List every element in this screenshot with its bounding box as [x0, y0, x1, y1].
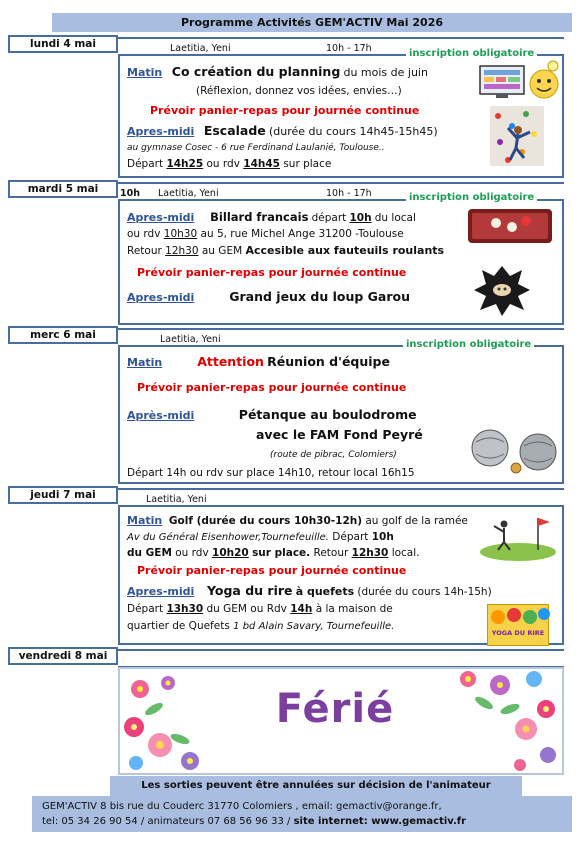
- inscription-badge: inscription obligatoire: [403, 339, 534, 350]
- text: Départ: [127, 158, 164, 170]
- pm-label: Apres-midi: [127, 211, 195, 224]
- text: ou rdv: [206, 158, 240, 170]
- text: du local: [374, 212, 416, 224]
- day-strip-d5: [118, 649, 564, 668]
- text: ou rdv: [175, 547, 209, 559]
- depart-line: Départ 14h ou rdv sur place 14h10, retour local 16h15: [127, 467, 415, 479]
- phone-text: tel: 05 34 26 90 54 / animateurs 07 68 56 96 33 /: [42, 816, 294, 827]
- climbing-illustration: [486, 106, 548, 166]
- pm2-line: [127, 290, 410, 306]
- activity-suffix: du mois de juin: [343, 66, 428, 79]
- pm-line: [127, 124, 438, 140]
- golf-illustration: [478, 512, 558, 562]
- activity-sub: (Réflexion, donnez vos idées, envies…): [196, 85, 402, 97]
- depart-line: [127, 602, 393, 616]
- text: du GEM: [127, 547, 172, 559]
- activity-title: Yoga du rire: [206, 583, 293, 598]
- matin-label: Matin: [127, 514, 163, 527]
- attention-label: Attention: [197, 354, 264, 369]
- address: Av du Général Eisenhower,Tournefeuille.: [127, 532, 329, 543]
- activity-title: Escalade: [203, 123, 266, 138]
- text: à la maison de: [315, 603, 393, 615]
- planning-illustration: [478, 60, 560, 102]
- matin-line: [127, 65, 428, 81]
- activity-suffix: (durée du cours 14h45-15h45): [268, 125, 438, 138]
- activity-place: à quefets: [295, 585, 355, 598]
- yoga-illustration: [487, 604, 549, 646]
- text: quartier de Quefets: [127, 620, 230, 632]
- activity-title: Grand jeux du loup Garou: [229, 289, 410, 304]
- time: 12h30: [351, 547, 389, 559]
- time: 10h20: [212, 547, 249, 559]
- rdv-line: [127, 546, 420, 560]
- panier-note: Prévoir panier-repas pour journée continue: [137, 381, 407, 394]
- day-strip-d4: [118, 488, 564, 507]
- petanque-illustration: [468, 412, 564, 478]
- staff: Laetitia, Yeni: [160, 334, 221, 345]
- pm-line: [127, 584, 492, 600]
- activity-title: Réunion d'équipe: [267, 354, 390, 369]
- hours: 10h - 17h: [326, 188, 372, 199]
- text: Retour: [127, 245, 162, 257]
- activity-title: Billard francais: [210, 210, 309, 224]
- cancellation-note: Les sorties peuvent être annulées sur décision de l'animateur: [110, 776, 522, 796]
- day-label-d4: jeudi 7 mai: [8, 486, 118, 504]
- activity-title: Pétanque au boulodrome: [238, 407, 417, 422]
- text: départ: [311, 212, 347, 224]
- page-title: Programme Activités GEM'ACTIV Mai 2026: [52, 13, 572, 32]
- text: sur place.: [252, 547, 311, 559]
- pm-label: Apres-midi: [127, 585, 195, 598]
- time: 14h25: [166, 158, 204, 170]
- yoga-image-text: YOGA DU RIRE: [491, 629, 545, 637]
- pm-label: Apres-midi: [127, 291, 195, 304]
- activity-place: (route de pibrac, Colomiers): [270, 450, 397, 460]
- matin-line: [127, 355, 390, 371]
- pm-label: Apres-midi: [127, 125, 195, 138]
- text: au 5, rue Michel Ange 31200 -Toulouse: [200, 228, 404, 240]
- phone-line: [42, 814, 562, 829]
- time: 12h30: [165, 245, 199, 257]
- matin-label: Matin: [127, 66, 163, 79]
- day-label-d1: lundi 4 mai: [8, 35, 118, 53]
- text: ou rdv: [127, 228, 161, 240]
- billiard-illustration: [466, 205, 554, 245]
- panier-note: Prévoir panier-repas pour journée continue: [137, 266, 407, 279]
- time: 10h: [371, 531, 394, 543]
- time: 14h45: [243, 158, 280, 170]
- address-line: [127, 530, 394, 545]
- retour-line: [127, 244, 444, 258]
- holiday-label: Férié: [275, 686, 395, 732]
- time: 10h30: [163, 228, 198, 240]
- werewolf-illustration: [470, 262, 534, 320]
- smiley-faces-icon: [488, 605, 550, 631]
- text: du GEM ou Rdv: [206, 603, 287, 615]
- matin-label: Matin: [127, 356, 163, 369]
- activity-suffix: (durée du cours 14h-15h): [357, 586, 492, 598]
- address: 1 bd Alain Savary, Tournefeuille.: [233, 621, 395, 632]
- text: Retour: [313, 547, 349, 559]
- depart-line: [127, 157, 331, 171]
- time: 14h: [290, 603, 313, 615]
- flowers-left-illustration: [120, 669, 230, 775]
- rdv-line: [127, 227, 404, 241]
- activity-title: Golf (durée du cours 10h30-12h): [168, 515, 363, 527]
- matin-line: [127, 514, 468, 528]
- text: sur place: [283, 158, 332, 170]
- flowers-right-illustration: [450, 669, 562, 775]
- inscription-badge: inscription obligatoire: [406, 48, 537, 59]
- staff: Laetitia, Yeni: [158, 188, 219, 199]
- panier-note: Prévoir panier-repas pour journée continue: [137, 564, 407, 577]
- staff: Laetitia, Yeni: [146, 494, 207, 505]
- time: 10h: [349, 212, 372, 224]
- day-label-d3: merc 6 mai: [8, 326, 118, 344]
- activity-place: au gymnase Cosec - 6 rue Ferdinand Laulanié, Toulouse..: [127, 143, 385, 153]
- hours: 10h - 17h: [326, 43, 372, 54]
- text: au GEM: [201, 245, 243, 257]
- panier-note: Prévoir panier-repas pour journée continue: [150, 104, 420, 117]
- hour-start: 10h: [120, 188, 140, 199]
- day-label-d5: vendredi 8 mai: [8, 647, 118, 665]
- time: 13h30: [166, 603, 204, 615]
- pm-label: Après-midi: [127, 409, 195, 422]
- text: Départ: [127, 603, 164, 615]
- website-link[interactable]: site internet: www.gemactiv.fr: [293, 816, 467, 827]
- accessibility-note: Accesible aux fauteuils roulants: [245, 244, 445, 257]
- address-line: GEM'ACTIV 8 bis rue du Couderc 31770 Colomiers , email: gemactiv@orange.fr,: [42, 801, 442, 812]
- pm-line: [127, 408, 417, 424]
- pm-line: [127, 210, 416, 226]
- activity-title: Co création du planning: [171, 64, 341, 79]
- text: local.: [391, 547, 420, 559]
- contact-footer: [32, 796, 572, 832]
- activity-title-2: avec le FAM Fond Peyré: [256, 427, 423, 442]
- address-line-2: [127, 619, 394, 634]
- text: Départ: [332, 531, 369, 543]
- activity-suffix: au golf de la ramée: [365, 515, 468, 527]
- staff: Laetitia, Yeni: [170, 43, 231, 54]
- day-label-d2: mardi 5 mai: [8, 180, 118, 198]
- inscription-badge: inscription obligatoire: [406, 192, 537, 203]
